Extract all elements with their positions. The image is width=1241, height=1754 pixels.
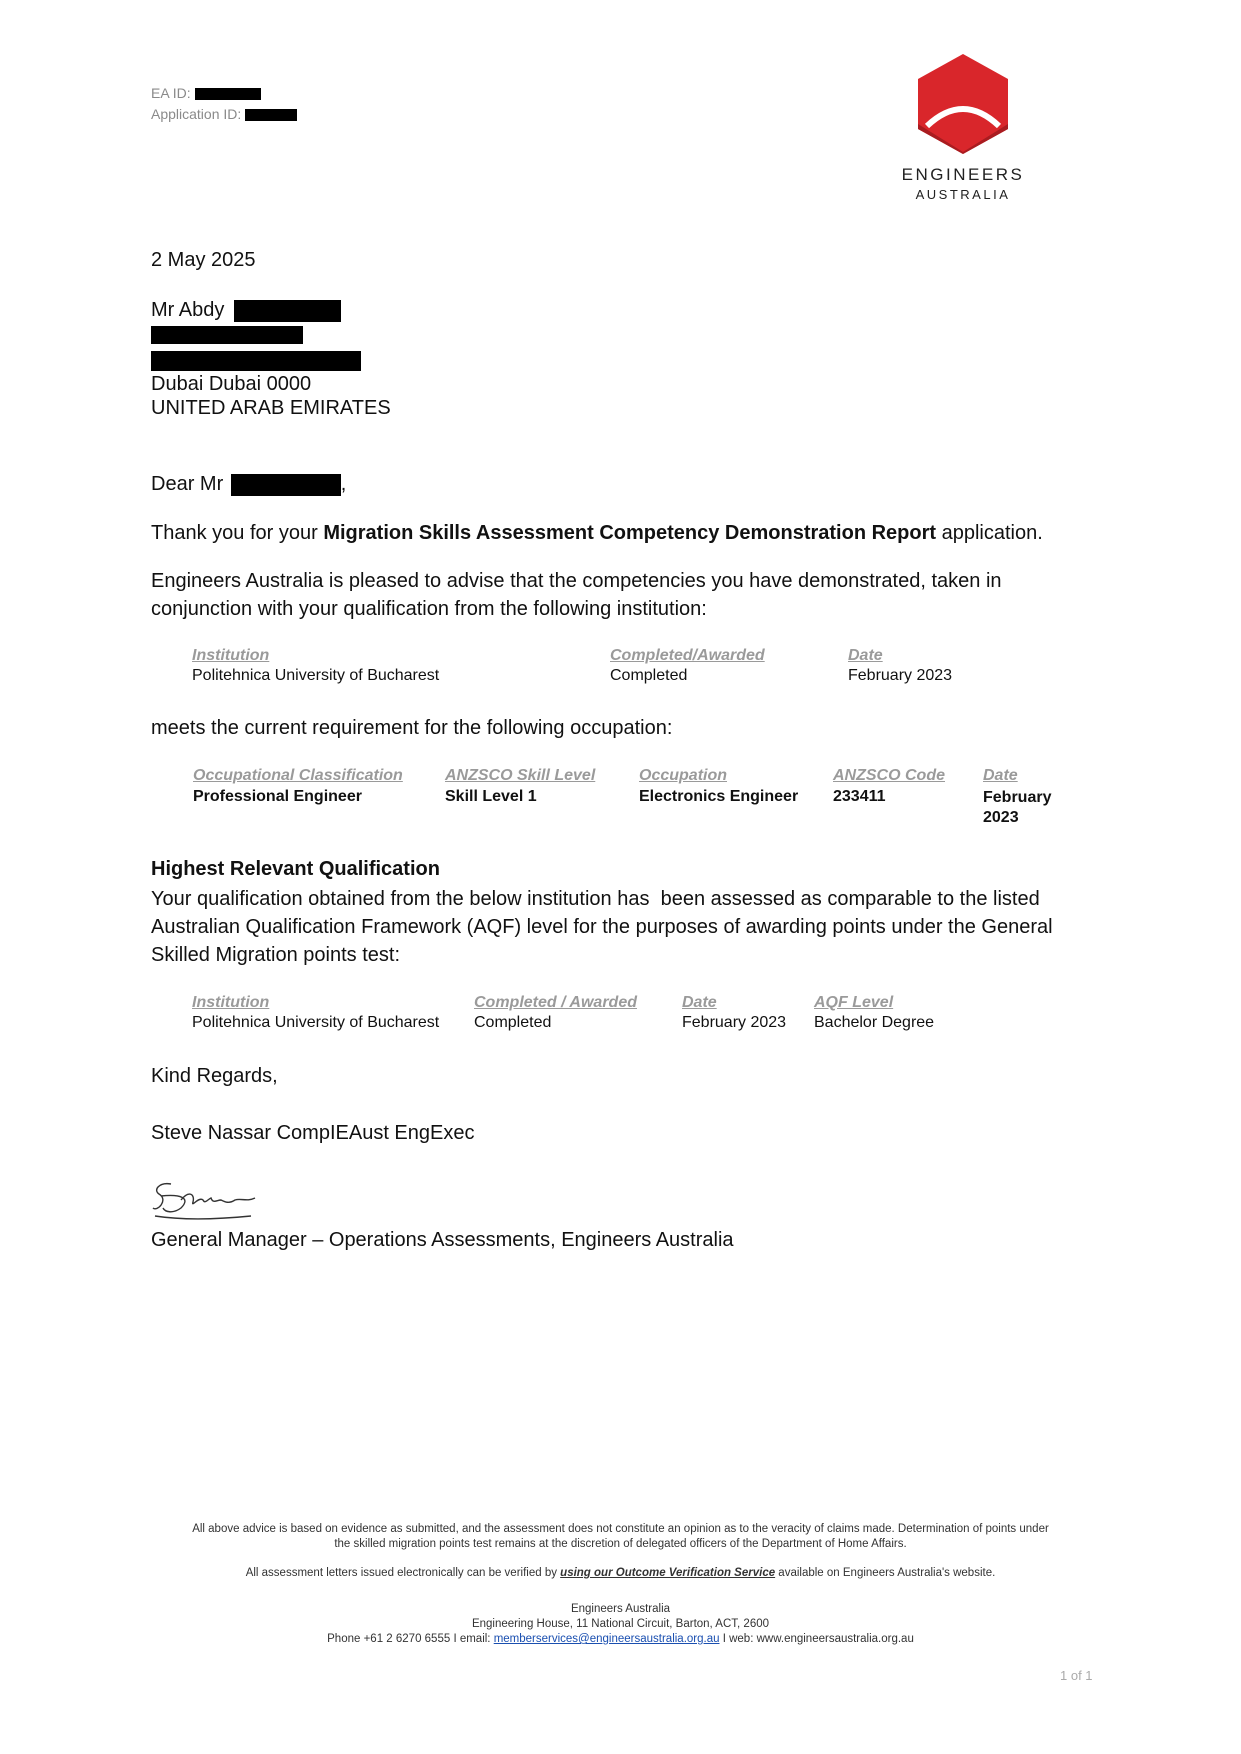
signer-role: General Manager – Operations Assessments, Engineers Australia [151, 1229, 734, 1251]
recipient-address [151, 296, 391, 418]
thanks-suffix: application. [936, 522, 1043, 544]
completed-header: Completed / Awarded [474, 994, 637, 1011]
address-line-redacted [151, 320, 391, 344]
date-value: February 2023 [983, 789, 1052, 826]
ea-id-row [151, 83, 297, 104]
verify-prefix: All assessment letters issued electronically can be verified by [245, 1567, 561, 1579]
address-line-redacted [151, 346, 391, 370]
disclaimer-line-1: All above advice is based on evidence as submitted, and the assessment does not constitute an opinion as to the veracity of claims made. Determination of points under [192, 1523, 1049, 1535]
classification-value: Professional Engineer [193, 788, 362, 805]
date-header: Date [682, 994, 717, 1011]
signature [151, 1178, 261, 1229]
recipient-city-line: Dubai Dubai 0000 [151, 373, 312, 395]
recipient-name: Mr Abdy [151, 299, 225, 321]
application-id-row [151, 104, 297, 125]
date-value: February 2023 [682, 1014, 787, 1031]
verification-service-link[interactable]: using our Outcome Verification Service [560, 1567, 776, 1579]
occupation-header: Occupation [639, 767, 728, 784]
date-header: Date [848, 647, 883, 664]
header-ids [151, 83, 297, 125]
salutation-prefix: Dear Mr [151, 473, 224, 495]
completed-header: Completed/Awarded [610, 647, 765, 664]
letter-date: 2 May 2025 [151, 249, 256, 271]
redaction-bar [234, 300, 341, 322]
salutation-suffix: , [340, 473, 347, 495]
org-address: Engineering House, 11 National Circuit, Barton, ACT, 2600 [471, 1618, 770, 1630]
closing-regards: Kind Regards, [151, 1065, 278, 1087]
redaction-bar [195, 88, 261, 100]
recipient-name-line [151, 296, 391, 320]
institution-value: Politehnica University of Bucharest [192, 1014, 440, 1031]
skill-level-header: ANZSCO Skill Level [445, 767, 596, 784]
logo-word-engineers: ENGINEERS [901, 165, 1025, 184]
email-link[interactable]: memberservices@engineersaustralia.org.au [493, 1633, 720, 1645]
institution-value: Politehnica University of Bucharest [192, 667, 440, 684]
date-header: Date [983, 767, 1018, 784]
meets-paragraph: meets the current requirement for the following occupation: [151, 717, 673, 739]
completed-value: Completed [610, 667, 688, 684]
anzsco-code-header: ANZSCO Code [833, 767, 945, 784]
logo-word-australia: AUSTRALIA [915, 187, 1011, 202]
redaction-bar [245, 109, 297, 121]
contact-line [0, 1632, 1241, 1647]
institution-header: Institution [192, 647, 270, 664]
application-id-label: Application ID: [151, 106, 242, 122]
signer-name: Steve Nassar CompIEAust EngExec [151, 1122, 475, 1144]
recipient-country: UNITED ARAB EMIRATES [151, 397, 391, 419]
footer-verify [0, 1566, 1241, 1581]
org-name: Engineers Australia [570, 1603, 671, 1615]
footer-contact [0, 1602, 1241, 1647]
thanks-prefix: Thank you for your [151, 522, 324, 544]
disclaimer-line-2: the skilled migration points test remains at the discretion of delegated officers of the Department of Home Affairs. [334, 1538, 907, 1550]
thanks-paragraph [151, 519, 1043, 547]
date-value: February 2023 [848, 667, 953, 684]
anzsco-code-value: 233411 [833, 788, 886, 805]
application-type: Migration Skills Assessment Competency Demonstration Report [323, 522, 937, 544]
signature-icon [151, 1178, 261, 1224]
contact-prefix: Phone +61 2 6270 6555 I email: [327, 1633, 494, 1645]
completed-value: Completed [474, 1014, 552, 1031]
page-number: 1 of 1 [1060, 1668, 1093, 1683]
skill-level-value: Skill Level 1 [445, 788, 537, 805]
verify-suffix: available on Engineers Australia's website. [775, 1567, 996, 1579]
footer-disclaimer [0, 1522, 1241, 1552]
section-title: Highest Relevant Qualification [151, 858, 440, 880]
institution-header: Institution [192, 994, 270, 1011]
contact-suffix: I web: www.engineersaustralia.org.au [719, 1633, 914, 1645]
ea-id-label: EA ID: [151, 85, 191, 101]
redaction-bar [231, 474, 341, 496]
hexagon-logo-icon [913, 52, 1013, 156]
occupation-value: Electronics Engineer [639, 788, 799, 805]
aqf-level-value: Bachelor Degree [814, 1014, 935, 1031]
classification-header: Occupational Classification [193, 767, 403, 784]
aqf-level-header: AQF Level [814, 994, 894, 1011]
salutation [151, 470, 346, 498]
qualification-paragraph: Your qualification obtained from the below institution has been assessed as comparable to the listed Australian Qualification Framework (AQF) level for the purposes of awarding points under the General Skilled Migration points test: [151, 888, 1059, 966]
redaction-bar [151, 351, 361, 371]
advise-paragraph: Engineers Australia is pleased to advise that the competencies you have demonstrated, taken in conjunction with your qualification from the following institution: [151, 570, 1002, 620]
redaction-bar [151, 326, 303, 344]
engineers-australia-logo [888, 52, 1038, 202]
